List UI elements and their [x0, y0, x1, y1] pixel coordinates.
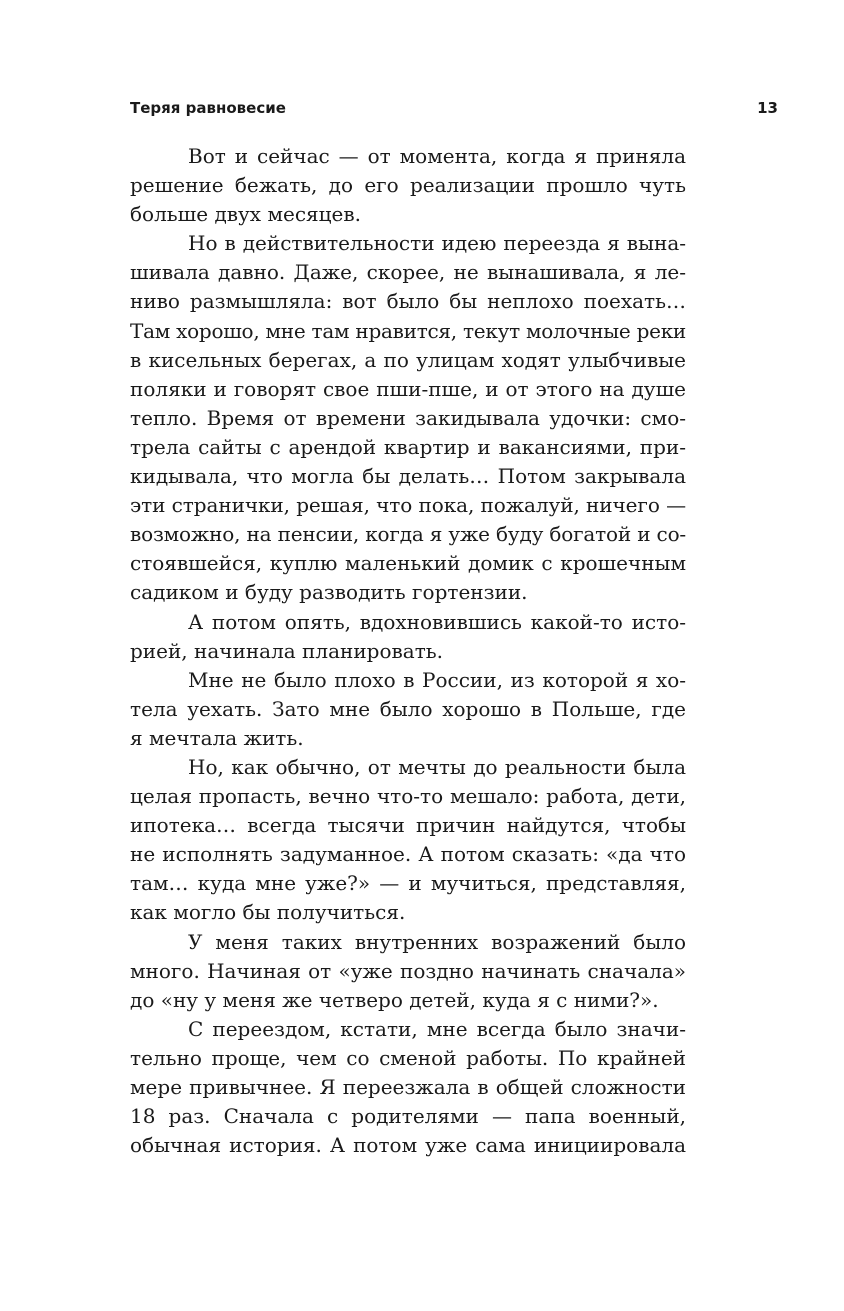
text-line: как могло бы получиться. — [130, 900, 406, 925]
text-line: обычная история. А потом уже сама инициировала — [130, 1133, 686, 1158]
paragraph — [130, 928, 686, 1015]
text-line: до «ну у меня же четверо детей, куда я с ними?». — [130, 987, 659, 1012]
text-line: Вот и сейчас — от момента, когда я приняла — [188, 144, 686, 168]
text-line: шивала давно. Даже, скорее, не вынашивала, я ле- — [130, 260, 686, 285]
paragraph — [130, 1015, 686, 1160]
text-line: больше двух месяцев. — [130, 202, 361, 227]
text-line: садиком и буду разводить гортензии. — [130, 580, 528, 605]
text-line: много. Начиная от «уже поздно начинать сначала» — [130, 958, 686, 983]
running-title: Теряя равновесие — [130, 99, 286, 117]
paragraph — [130, 229, 686, 607]
text-line: не исполнять задуманное. А потом сказать: «да что — [130, 842, 686, 867]
text-line: кидывала, что могла бы делать… Потом закрывала — [130, 464, 686, 489]
running-head — [130, 96, 778, 120]
text-line: тела уехать. Зато мне было хорошо в Польше, где — [130, 696, 686, 721]
text-line: Но, как обычно, от мечты до реальности была — [188, 754, 686, 779]
text-line: в кисельных берегах, а по улицам ходят улыбчивые — [130, 347, 686, 372]
text-line: Мне не было плохо в России, из которой я хо- — [188, 667, 686, 692]
text-line: возможно, на пенсии, когда я уже буду богатой и со- — [130, 522, 687, 547]
text-line: я мечтала жить. — [130, 725, 304, 750]
text-line: Но в действительности идею переезда я вына- — [188, 231, 686, 256]
text-line: С переездом, кстати, мне всегда было значи- — [188, 1016, 686, 1041]
text-line: тепло. Время от времени закидывала удочки: смо- — [130, 405, 686, 430]
text-line: рией, начинала планировать. — [130, 638, 444, 663]
paragraph — [130, 753, 686, 928]
text-line: целая пропасть, вечно что-то мешало: работа, дети, — [130, 784, 686, 809]
text-line: 18 раз. Сначала с родителями — папа военный, — [130, 1104, 686, 1129]
text-line: Там хорошо, мне там нравится, текут молочные реки — [130, 318, 686, 343]
text-line: стоявшейся, куплю маленький домик с крошечным — [130, 551, 686, 576]
text-line: трела сайты с арендой квартир и вакансиями, при- — [130, 434, 686, 459]
paragraph — [130, 666, 686, 753]
text-line: поляки и говорят свое пши-пше, и от этого на душе — [130, 376, 686, 401]
text-line: А потом опять, вдохновившись какой-то исто- — [188, 609, 686, 634]
text-line: эти странички, решая, что пока, пожалуй, ничего — — [130, 493, 686, 518]
text-line: ипотека… всегда тысячи причин найдутся, чтобы — [130, 813, 686, 838]
paragraph — [130, 608, 686, 666]
text-line: У меня таких внутренних возражений было — [188, 929, 686, 954]
text-line: тельно проще, чем со сменой работы. По крайней — [130, 1045, 686, 1070]
text-line: там… куда мне уже?» — и мучиться, представляя, — [130, 871, 686, 896]
page-number: 13 — [757, 99, 778, 117]
text-line: мере привычнее. Я переезжала в общей сложности — [130, 1075, 686, 1099]
paragraph — [130, 142, 686, 229]
body-text — [130, 142, 686, 1160]
text-line: решение бежать, до его реализации прошло чуть — [130, 173, 686, 198]
text-line: ниво размышляла: вот было бы неплохо поехать… — [130, 289, 686, 314]
